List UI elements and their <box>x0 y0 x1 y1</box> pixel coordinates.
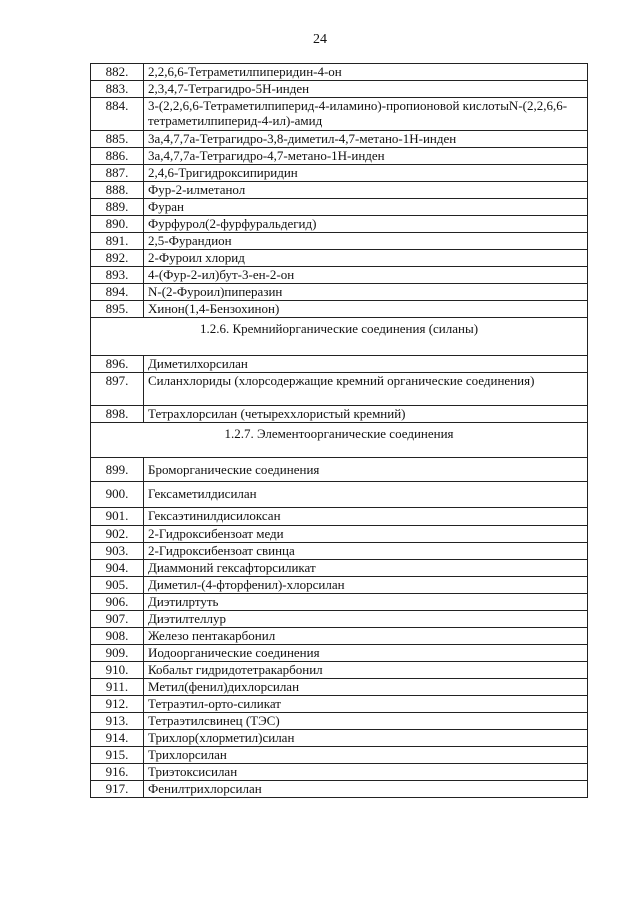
substance-name: 2-Гидроксибензоат меди <box>144 526 588 543</box>
table-row <box>91 131 588 148</box>
row-number: 914. <box>91 730 144 747</box>
row-number: 883. <box>91 81 144 98</box>
table-row <box>91 577 588 594</box>
substance-name: Фуран <box>144 199 588 216</box>
substance-name: Диметилхорсилан <box>144 356 588 373</box>
row-number: 894. <box>91 284 144 301</box>
substance-name: 4-(Фур-2-ил)бут-3-ен-2-он <box>144 267 588 284</box>
substance-name: Фур-2-илметанол <box>144 182 588 199</box>
table-row <box>91 645 588 662</box>
row-number: 912. <box>91 696 144 713</box>
row-number: 884. <box>91 98 144 131</box>
section-heading-row <box>91 423 588 458</box>
table-row <box>91 611 588 628</box>
substance-name: 2,5-Фурандион <box>144 233 588 250</box>
row-number: 907. <box>91 611 144 628</box>
table-row <box>91 764 588 781</box>
row-number: 885. <box>91 131 144 148</box>
substance-name: 2-Гидроксибензоат свинца <box>144 543 588 560</box>
row-number: 882. <box>91 64 144 81</box>
row-number: 889. <box>91 199 144 216</box>
substance-table <box>90 63 588 798</box>
substance-name: Триэтоксисилан <box>144 764 588 781</box>
substance-name: Диэтилтеллур <box>144 611 588 628</box>
substance-name: Трихлорсилан <box>144 747 588 764</box>
row-number: 915. <box>91 747 144 764</box>
row-number: 911. <box>91 679 144 696</box>
table-row <box>91 458 588 482</box>
table-row <box>91 594 588 611</box>
table-row <box>91 165 588 182</box>
row-number: 901. <box>91 508 144 526</box>
substance-name: Железо пентакарбонил <box>144 628 588 645</box>
row-number: 913. <box>91 713 144 730</box>
table-row <box>91 747 588 764</box>
row-number: 902. <box>91 526 144 543</box>
table-row <box>91 216 588 233</box>
row-number: 893. <box>91 267 144 284</box>
table-row <box>91 730 588 747</box>
row-number: 886. <box>91 148 144 165</box>
substance-name: Хинон(1,4-Бензохинон) <box>144 301 588 318</box>
section-heading-row <box>91 318 588 356</box>
substance-name: Фурфурол(2-фурфуральдегид) <box>144 216 588 233</box>
table-row <box>91 679 588 696</box>
row-number: 895. <box>91 301 144 318</box>
table-row <box>91 267 588 284</box>
table-row <box>91 301 588 318</box>
table-row <box>91 233 588 250</box>
table-row <box>91 373 588 406</box>
substance-name: Диаммоний гексафторсиликат <box>144 560 588 577</box>
substance-name: 3-(2,2,6,6-Тетраметилпиперид-4-иламино)-пропионовой кислотыN-(2,2,6,6-тетраметилпиперид-4-ил)-амид <box>144 98 588 131</box>
substance-name: Трихлор(хлорметил)силан <box>144 730 588 747</box>
substance-name: Диметил-(4-фторфенил)-хлорсилан <box>144 577 588 594</box>
substance-name: 2,4,6-Тригидроксипиридин <box>144 165 588 182</box>
table-row <box>91 199 588 216</box>
substance-name: Кобальт гидридотетракарбонил <box>144 662 588 679</box>
table-row <box>91 662 588 679</box>
table-row <box>91 98 588 131</box>
row-number: 903. <box>91 543 144 560</box>
substance-name: N-(2-Фуроил)пиперазин <box>144 284 588 301</box>
section-heading: 1.2.7. Элементоорганические соединения <box>91 423 588 458</box>
substance-name: 2-Фуроил хлорид <box>144 250 588 267</box>
row-number: 888. <box>91 182 144 199</box>
substance-table-body <box>91 64 588 798</box>
row-number: 917. <box>91 781 144 798</box>
row-number: 897. <box>91 373 144 406</box>
table-row <box>91 526 588 543</box>
section-heading: 1.2.6. Кремнийорганические соединения (силаны) <box>91 318 588 356</box>
row-number: 898. <box>91 406 144 423</box>
table-row <box>91 560 588 577</box>
row-number: 910. <box>91 662 144 679</box>
table-row <box>91 696 588 713</box>
table-row <box>91 508 588 526</box>
row-number: 891. <box>91 233 144 250</box>
substance-name: 2,3,4,7-Тетрагидро-5Н-инден <box>144 81 588 98</box>
row-number: 916. <box>91 764 144 781</box>
substance-name: Тетрахлорсилан (четыреххлористый кремний) <box>144 406 588 423</box>
page-number: 24 <box>313 32 327 47</box>
row-number: 896. <box>91 356 144 373</box>
row-number: 906. <box>91 594 144 611</box>
table-row <box>91 148 588 165</box>
table-row <box>91 250 588 267</box>
substance-name: 3а,4,7,7а-Тетрагидро-4,7-метано-1Н-инден <box>144 148 588 165</box>
row-number: 908. <box>91 628 144 645</box>
table-row <box>91 781 588 798</box>
table-row <box>91 713 588 730</box>
substance-name: Гексаэтинилдисилоксан <box>144 508 588 526</box>
row-number: 905. <box>91 577 144 594</box>
row-number: 892. <box>91 250 144 267</box>
substance-name: Диэтилртуть <box>144 594 588 611</box>
row-number: 899. <box>91 458 144 482</box>
table-row <box>91 284 588 301</box>
substance-name: Силанхлориды (хлорсодержащие кремний органические соединения) <box>144 373 588 406</box>
substance-name: Фенилтрихлорсилан <box>144 781 588 798</box>
table-row <box>91 406 588 423</box>
substance-name: Тетраэтил-орто-силикат <box>144 696 588 713</box>
substance-name: 3а,4,7,7а-Тетрагидро-3,8-диметил-4,7-метано-1Н-инден <box>144 131 588 148</box>
substance-name: 2,2,6,6-Тетраметилпиперидин-4-он <box>144 64 588 81</box>
row-number: 887. <box>91 165 144 182</box>
row-number: 904. <box>91 560 144 577</box>
substance-name: Тетраэтилсвинец (ТЭС) <box>144 713 588 730</box>
row-number: 900. <box>91 482 144 508</box>
table-row <box>91 482 588 508</box>
table-row <box>91 81 588 98</box>
substance-name: Броморганические соединения <box>144 458 588 482</box>
substance-name: Метил(фенил)дихлорсилан <box>144 679 588 696</box>
table-row <box>91 628 588 645</box>
substance-name: Гексаметилдисилан <box>144 482 588 508</box>
substance-name: Иодоорганические соединения <box>144 645 588 662</box>
row-number: 890. <box>91 216 144 233</box>
table-row <box>91 356 588 373</box>
table-row <box>91 182 588 199</box>
row-number: 909. <box>91 645 144 662</box>
table-row <box>91 543 588 560</box>
table-row <box>91 64 588 81</box>
